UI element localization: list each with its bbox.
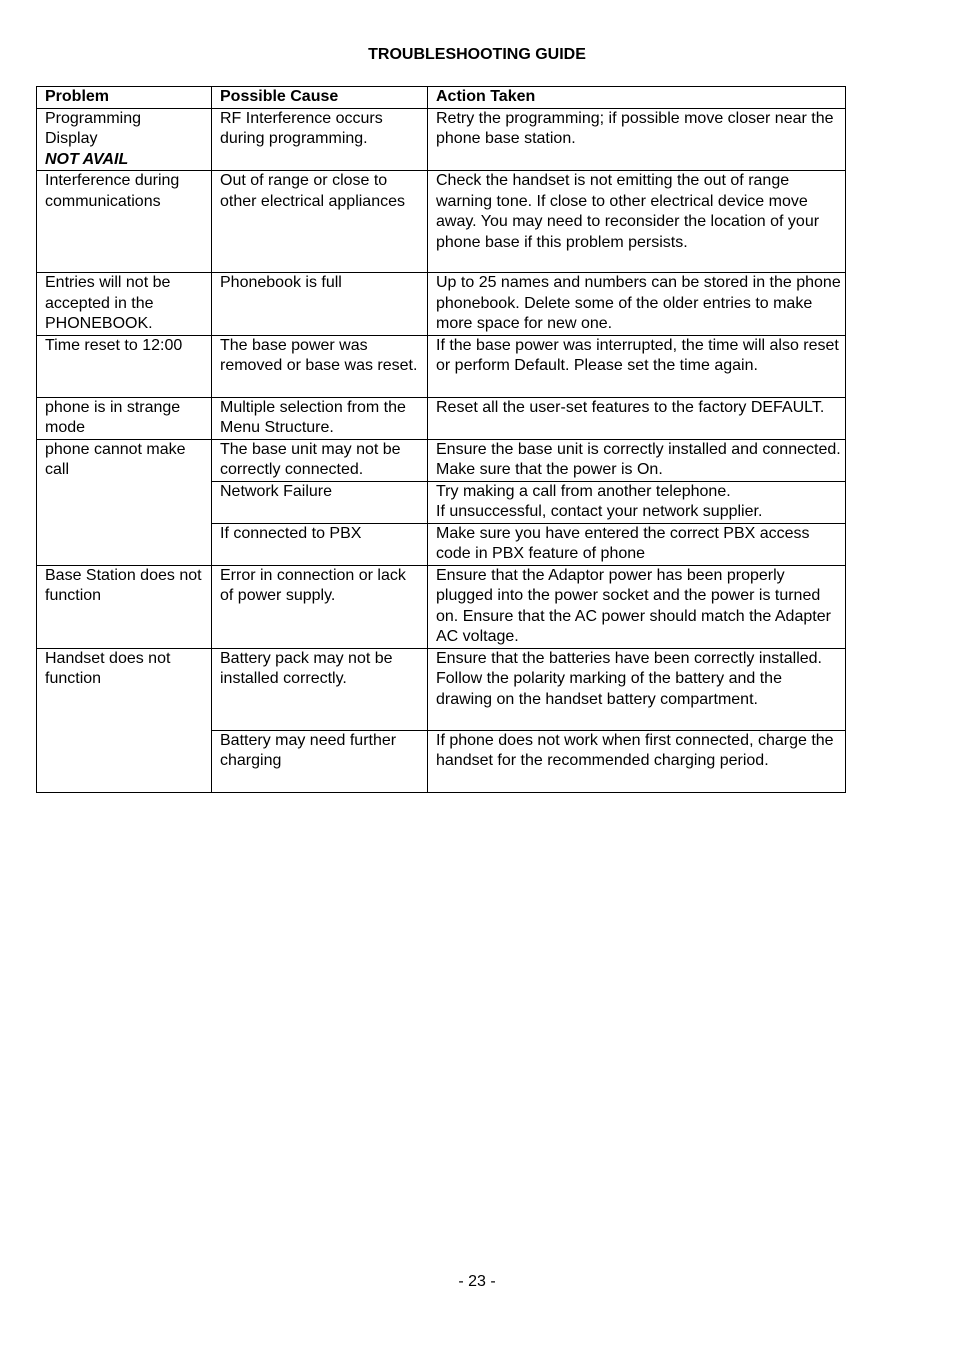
cause-cell: Multiple selection from the Menu Structure. <box>212 397 428 439</box>
action-cell: Ensure the base unit is correctly installed and connected. Make sure that the power is On. <box>428 439 846 481</box>
table-row <box>37 335 846 397</box>
table-row <box>37 171 846 273</box>
troubleshooting-table <box>36 86 846 793</box>
table-row <box>37 273 846 336</box>
action-cell: Reset all the user-set features to the factory DEFAULT. <box>428 397 846 439</box>
problem-cell: Entries will not be accepted in the PHONEBOOK. <box>37 273 212 336</box>
action-cell <box>428 481 846 523</box>
table-row <box>37 397 846 439</box>
action-cell: Ensure that the Adaptor power has been properly plugged into the power socket and the power is turned on. Ensure that the AC power should match the Adapter AC voltage. <box>428 565 846 648</box>
problem-cell: Base Station does not function <box>37 565 212 648</box>
action-cell: Check the handset is not emitting the out of range warning tone. If close to other electrical device move away. You may need to reconsider the location of your phone base if this problem persists. <box>428 171 846 273</box>
header-action-taken: Action Taken <box>428 87 846 109</box>
page-title: TROUBLESHOOTING GUIDE <box>368 46 586 63</box>
problem-cell: Handset does not function <box>37 648 212 792</box>
cause-cell: Error in connection or lack of power supply. <box>212 565 428 648</box>
cause-cell: Phonebook is full <box>212 273 428 336</box>
cause-cell: RF Interference occurs during programming. <box>212 108 428 171</box>
action-line: If unsuccessful, contact your network supplier. <box>436 503 763 520</box>
problem-cell: phone is in strange mode <box>37 397 212 439</box>
page-number: - 23 - <box>458 1273 496 1290</box>
header-possible-cause: Possible Cause <box>212 87 428 109</box>
action-cell: Make sure you have entered the correct PBX access code in PBX feature of phone <box>428 523 846 565</box>
action-cell: Ensure that the batteries have been correctly installed. Follow the polarity marking of the battery and the drawing on the handset battery compartment. <box>428 648 846 730</box>
cause-cell: Network Failure <box>212 481 428 523</box>
header-problem: Problem <box>37 87 212 109</box>
action-line: Try making a call from another telephone. <box>436 482 731 500</box>
action-cell: If phone does not work when first connected, charge the handset for the recommended charging period. <box>428 730 846 792</box>
cause-cell: If connected to PBX <box>212 523 428 565</box>
cause-cell: Battery may need further charging <box>212 730 428 792</box>
action-cell: Retry the programming; if possible move closer near the phone base station. <box>428 108 846 171</box>
problem-text: Programming Display <box>45 109 142 147</box>
table-row <box>37 108 846 171</box>
action-cell: Up to 25 names and numbers can be stored in the phone phonebook. Delete some of the older entries to make more space for new one. <box>428 273 846 336</box>
problem-cell <box>37 108 212 171</box>
table-row <box>37 648 846 730</box>
table-row <box>37 439 846 481</box>
cause-cell: Battery pack may not be installed correctly. <box>212 648 428 730</box>
table-header-row <box>37 87 846 109</box>
problem-cell: Interference during communications <box>37 171 212 273</box>
problem-cell: phone cannot make call <box>37 439 212 565</box>
cause-cell: Out of range or close to other electrical appliances <box>212 171 428 273</box>
cause-cell: The base power was removed or base was reset. <box>212 335 428 397</box>
action-cell: If the base power was interrupted, the time will also reset or perform Default. Please set the time again. <box>428 335 846 397</box>
problem-cell: Time reset to 12:00 <box>37 335 212 397</box>
table-row <box>37 565 846 648</box>
cause-cell: The base unit may not be correctly connected. <box>212 439 428 481</box>
problem-emphasis: NOT AVAIL <box>45 150 129 168</box>
